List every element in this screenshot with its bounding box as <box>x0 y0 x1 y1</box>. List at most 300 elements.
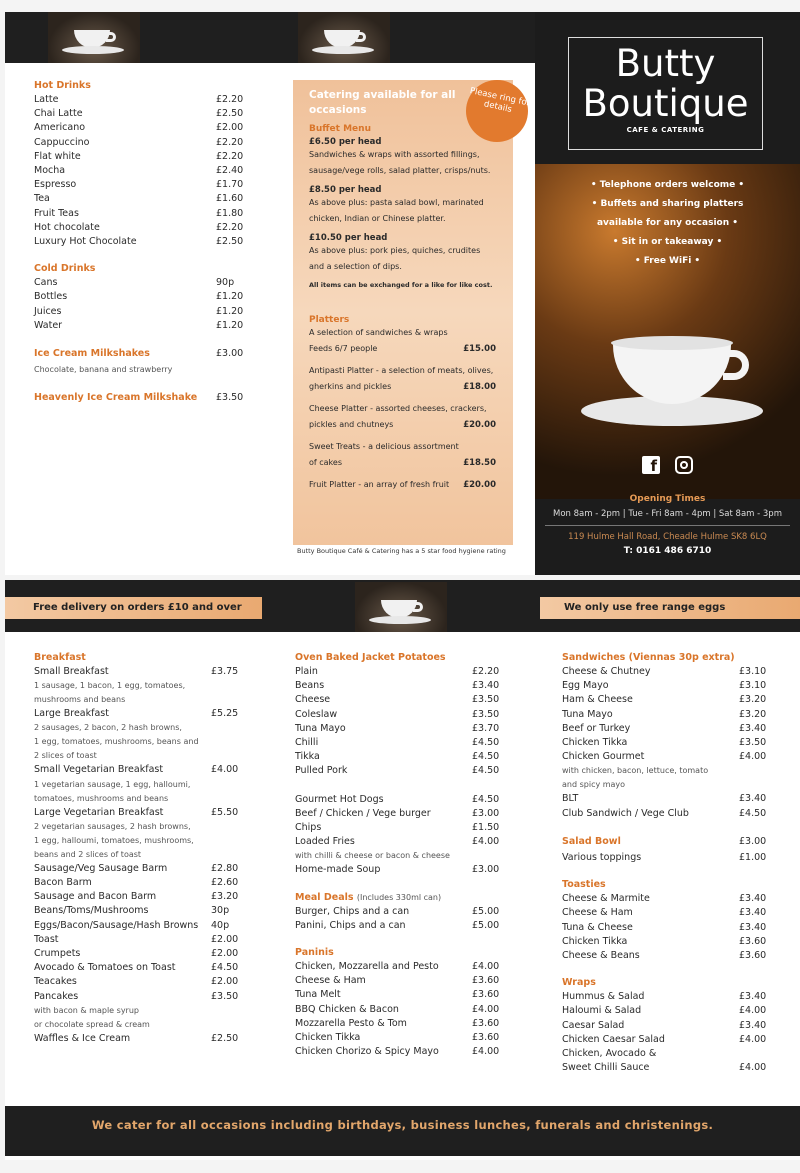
item-note: mushrooms and beans <box>34 695 126 705</box>
item-name: Beef or Turkey <box>562 722 631 734</box>
menu-item <box>562 1004 767 1018</box>
item-name: Eggs/Bacon/Sausage/Hash Browns <box>34 919 199 931</box>
meal-deals-title: Meal Deals (Includes 330ml can) <box>295 891 442 903</box>
item-name: Bacon Barm <box>34 877 92 889</box>
footer-banner: We cater for all occasions including birthdays, business lunches, funerals and christenings. <box>5 1106 800 1156</box>
item-price: £4.50 <box>472 737 500 749</box>
menu-item <box>562 750 767 764</box>
item-name: Pulled Pork <box>295 765 348 777</box>
menu-item <box>295 960 500 974</box>
item-price: £3.70 <box>472 722 500 734</box>
item-name: Plain <box>295 666 318 677</box>
platter-item: Sweet Treats - a delicious assortment of cakes £18.50 <box>309 439 496 471</box>
item-price: £3.40 <box>739 907 767 919</box>
menu-item <box>562 906 767 920</box>
item-price: £3.40 <box>739 722 767 734</box>
salad-topping-row: Various toppings £1.00 <box>562 852 767 864</box>
menu-item <box>34 919 239 933</box>
menu-item <box>34 947 239 961</box>
item-name: Cheese & Ham <box>562 907 633 919</box>
item-name: Chips <box>295 822 322 834</box>
item-price: £2.00 <box>211 948 239 960</box>
item-price: £4.00 <box>472 961 500 973</box>
potatoes-title: Oven Baked Jacket Potatoes <box>295 652 446 663</box>
menu-item <box>34 975 239 989</box>
item-name: Chicken Tikka <box>295 1032 361 1044</box>
item-name: Egg Mayo <box>562 680 609 692</box>
menu-item <box>34 107 244 121</box>
item-name: Luxury Hot Chocolate <box>34 236 137 248</box>
item-name: Gourmet Hot Dogs <box>295 793 384 805</box>
item-price: £5.00 <box>472 905 500 917</box>
item-name: Chilli <box>295 737 319 749</box>
item-name: Sausage and Bacon Barm <box>34 891 157 903</box>
item-name: Latte <box>34 94 59 105</box>
item-note: with chicken, bacon, lettuce, tomato <box>562 766 709 776</box>
menu-item <box>34 178 244 192</box>
menu-item <box>562 892 767 906</box>
item-name: Chicken Tikka <box>562 737 628 749</box>
hygiene-rating: Butty Boutique Café & Catering has a 5 star food hygiene rating <box>297 547 506 555</box>
item-name: Tuna Melt <box>295 989 341 1001</box>
tier-price: £10.50 per head <box>309 233 388 243</box>
item-note: with bacon & maple syrup <box>34 1005 139 1015</box>
item-name: Caesar Salad <box>562 1019 625 1031</box>
item-note: tomatoes, mushrooms and beans <box>34 793 169 803</box>
item-note: 1 sausage, 1 bacon, 1 egg, tomatoes, <box>34 681 186 691</box>
breakfast-list <box>34 665 239 1046</box>
menu-item <box>34 93 244 107</box>
item-name: Coleslaw <box>295 708 338 720</box>
item-price: £3.40 <box>739 991 767 1003</box>
hot-drinks-title: Hot Drinks <box>34 80 91 91</box>
item-name: Club Sandwich / Vege Club <box>562 807 689 819</box>
breakfast-title: Breakfast <box>34 652 86 663</box>
item-name: Loaded Fries <box>295 836 355 848</box>
service-bullet: available for any occasion • <box>596 218 739 228</box>
item-name: Tuna Mayo <box>562 708 613 720</box>
item-price: £1.20 <box>216 291 244 303</box>
menu-item <box>34 164 244 178</box>
item-name: Chai Latte <box>34 108 83 120</box>
item-price: £3.20 <box>739 708 767 720</box>
buffet-tiers <box>309 137 496 275</box>
item-note: 1 egg, halloumi, tomatoes, mushrooms, <box>34 835 194 845</box>
menu-item <box>34 876 239 890</box>
item-price: £2.50 <box>216 108 244 120</box>
item-name: Chicken Gourmet <box>562 751 645 763</box>
service-bullets <box>535 176 800 271</box>
menu-item <box>562 1019 767 1033</box>
meal-list <box>295 905 500 933</box>
tier-desc: As above plus: pork pies, quiches, crudites and a selection of dips. <box>309 246 481 271</box>
item-price: £3.50 <box>211 990 239 1002</box>
menu-item <box>295 905 500 919</box>
buffet-menu-title: Buffet Menu <box>309 124 371 134</box>
item-price: 40p <box>211 919 230 931</box>
item-price: £2.20 <box>216 136 244 148</box>
service-bullet: • Free WiFi • <box>634 256 701 266</box>
menu-item <box>562 949 767 963</box>
item-price: £4.50 <box>739 807 767 819</box>
menu-item <box>34 1032 239 1046</box>
menu-item <box>295 764 500 778</box>
service-bullet: • Telephone orders welcome • <box>590 180 745 190</box>
item-name: Espresso <box>34 179 77 191</box>
item-note: with chilli & cheese or bacon & cheese <box>295 851 450 861</box>
item-price: 90p <box>216 277 235 289</box>
menu-item <box>295 1031 500 1045</box>
item-name: Mozzarella Pesto & Tom <box>295 1017 407 1029</box>
catering-box <box>293 80 513 545</box>
item-price: £1.20 <box>216 305 244 317</box>
item-name: Ham & Cheese <box>562 694 633 706</box>
item-price: £2.80 <box>211 862 239 874</box>
tier-price: £6.50 per head <box>309 137 382 147</box>
menu-item <box>562 722 767 736</box>
drinks-column <box>34 80 244 407</box>
menu-item <box>295 679 500 693</box>
platter-item: Cheese Platter - assorted cheeses, crackers, pickles and chutneys £20.00 <box>309 401 496 433</box>
item-price: £3.20 <box>739 694 767 706</box>
catering-heading: Catering available for all occasions <box>309 89 456 116</box>
item-name: Juices <box>34 305 62 317</box>
item-price: £5.00 <box>472 919 500 931</box>
item-name: Large Breakfast <box>34 708 109 720</box>
coffee-cup-image <box>355 582 447 632</box>
menu-item <box>34 862 239 876</box>
menu-item <box>562 807 767 821</box>
paninis-title: Paninis <box>295 947 334 959</box>
milkshake-note: Chocolate, banana and strawberry <box>34 365 173 375</box>
middle-column <box>295 652 500 1059</box>
item-name: Small Vegetarian Breakfast <box>34 764 164 776</box>
item-name: Bottles <box>34 291 68 303</box>
menu-item <box>34 192 244 206</box>
item-name: Chicken Caesar Salad <box>562 1033 665 1045</box>
tier-desc: As above plus: pasta salad bowl, marinated chicken, Indian or Chinese platter. <box>309 198 484 223</box>
item-note: 2 sausages, 2 bacon, 2 hash browns, <box>34 723 182 733</box>
item-name: Tuna & Cheese <box>562 921 633 933</box>
menu-item <box>34 207 244 221</box>
item-price: £3.40 <box>739 893 767 905</box>
item-price: £3.60 <box>739 935 767 947</box>
item-name: Sausage/Veg Sausage Barm <box>34 862 168 874</box>
menu-item <box>295 750 500 764</box>
item-note: 2 vegetarian sausages, 2 hash browns, <box>34 821 191 831</box>
item-price: £1.20 <box>216 319 244 331</box>
item-name: BLT <box>562 793 579 805</box>
menu-item <box>295 807 500 821</box>
item-name: Hot chocolate <box>34 221 100 233</box>
menu-item <box>295 988 500 1002</box>
item-name: Toast <box>34 933 59 945</box>
item-price: £4.50 <box>472 765 500 777</box>
item-name: Flat white <box>34 150 81 162</box>
item-price: £2.20 <box>216 150 244 162</box>
menu-item <box>562 990 767 1004</box>
item-name: Cheese & Marmite <box>562 893 650 905</box>
item-price: £3.75 <box>211 666 239 677</box>
item-price: £2.00 <box>216 122 244 134</box>
item-name: Tuna Mayo <box>295 722 346 734</box>
item-price: £4.00 <box>211 764 239 776</box>
item-price: £3.40 <box>739 793 767 805</box>
menu-item <box>295 665 500 679</box>
item-name: Chicken Chorizo & Spicy Mayo <box>295 1046 439 1058</box>
panini-list <box>295 960 500 1059</box>
item-note: 1 vegetarian sausage, 1 egg, halloumi, <box>34 779 191 789</box>
menu-item <box>34 319 244 333</box>
toastie-list <box>562 892 767 963</box>
item-price: £3.50 <box>472 708 500 720</box>
item-name: Large Vegetarian Breakfast <box>34 806 164 818</box>
ring-badge: Please ring for details <box>460 74 534 148</box>
menu-item <box>34 990 239 1004</box>
item-name: Fruit Teas <box>34 207 79 219</box>
item-price: £3.60 <box>472 1017 500 1029</box>
eggs-banner: We only use free range eggs <box>540 597 800 619</box>
item-price: £5.25 <box>211 708 239 720</box>
item-name: Sweet Chilli Sauce <box>562 1062 650 1074</box>
item-name: BBQ Chicken & Bacon <box>295 1003 399 1015</box>
item-note: beans and 2 slices of toast <box>34 849 142 859</box>
opening-times: Opening Times Mon 8am - 2pm | Tue - Fri 8am - 4pm | Sat 8am - 3pm 119 Hulme Hall Road, Cheadle Hulme SK8 6LQ T: 0161 486 6710 <box>535 494 800 556</box>
item-name: Home-made Soup <box>295 864 381 876</box>
item-price: £3.60 <box>472 975 500 987</box>
item-price: £3.40 <box>739 921 767 933</box>
item-name: Beans/Toms/Mushrooms <box>34 905 149 917</box>
menu-item <box>295 1017 500 1031</box>
item-name: Hummus & Salad <box>562 991 645 1003</box>
item-price: £4.00 <box>739 1033 767 1045</box>
item-price: £3.10 <box>739 666 767 677</box>
menu-item <box>295 919 500 933</box>
item-price: £4.00 <box>472 1003 500 1015</box>
menu-item <box>562 1061 767 1075</box>
sandwich-list <box>562 665 767 821</box>
coffee-cup-image <box>48 12 140 63</box>
menu-item <box>295 722 500 736</box>
item-price: £2.20 <box>472 666 500 677</box>
item-price: £4.00 <box>739 1005 767 1017</box>
platter-price: £20.00 <box>463 480 496 490</box>
item-price: £3.20 <box>211 891 239 903</box>
item-name: Cans <box>34 277 58 289</box>
item-price: £3.50 <box>472 694 500 706</box>
item-price: £4.00 <box>472 1046 500 1058</box>
item-price: £2.20 <box>216 221 244 233</box>
item-name: Cheese & Ham <box>295 975 366 987</box>
platters-list <box>309 325 496 493</box>
item-price: 30p <box>211 905 230 917</box>
item-price: £3.40 <box>472 680 500 692</box>
milkshake-row: Ice Cream Milkshakes £3.00 <box>34 348 244 360</box>
item-name: Beef / Chicken / Vege burger <box>295 807 431 819</box>
others-list <box>295 793 500 878</box>
item-price: £3.60 <box>472 989 500 1001</box>
menu-item <box>34 136 244 150</box>
breakfast-column <box>34 652 239 1046</box>
item-price: £4.00 <box>472 836 500 848</box>
cold-drinks-list <box>34 276 244 333</box>
item-name: Cheese & Chutney <box>562 666 651 677</box>
exchange-note: All items can be exchanged for a like for like cost. <box>309 281 493 289</box>
item-name: Avocado & Tomatoes on Toast <box>34 962 176 974</box>
salad-bowl-row: Salad Bowl £3.00 <box>562 835 767 847</box>
item-name: Burger, Chips and a can <box>295 905 410 917</box>
item-name: Waffles & Ice Cream <box>34 1032 131 1044</box>
item-price: £4.50 <box>472 793 500 805</box>
menu-item <box>34 290 244 304</box>
wraps-title: Wraps <box>562 977 596 989</box>
item-name: Chicken Tikka <box>562 935 628 947</box>
item-name: Teacakes <box>34 976 77 988</box>
brand-panel <box>535 12 800 575</box>
item-price: £2.20 <box>216 94 244 105</box>
item-note: and spicy mayo <box>562 780 626 790</box>
menu-item <box>34 890 239 904</box>
coffee-cup-image <box>298 12 390 63</box>
facebook-icon[interactable]: f <box>642 456 660 474</box>
item-price: £1.80 <box>216 207 244 219</box>
menu-item <box>34 806 239 820</box>
item-price: £2.00 <box>211 933 239 945</box>
instagram-icon[interactable] <box>675 456 693 474</box>
item-price: £2.50 <box>216 236 244 248</box>
platter-item: Fruit Platter - an array of fresh fruit £20.00 <box>309 477 496 493</box>
item-name: Haloumi & Salad <box>562 1005 642 1017</box>
item-price: £3.00 <box>472 807 500 819</box>
item-name: Chicken, Mozzarella and Pesto <box>295 961 439 973</box>
platter-item: Antipasti Platter - a selection of meats, olives, gherkins and pickles £18.00 <box>309 363 496 395</box>
item-name: Chicken, Avocado & <box>562 1048 657 1060</box>
item-name: Americano <box>34 122 86 134</box>
menu-item <box>34 235 244 249</box>
menu-item <box>34 933 239 947</box>
heavenly-milkshake-row: Heavenly Ice Cream Milkshake £3.50 <box>34 392 244 404</box>
menu-item <box>295 693 500 707</box>
potato-list <box>295 665 500 779</box>
item-name: Tea <box>34 193 50 205</box>
item-name: Water <box>34 319 63 331</box>
item-name: Cheese <box>295 694 331 706</box>
item-price: £3.00 <box>472 864 500 876</box>
menu-item <box>562 1033 767 1047</box>
platter-price: £15.00 <box>463 344 496 354</box>
menu-item <box>562 708 767 722</box>
menu-item <box>562 1047 767 1061</box>
menu-item <box>562 935 767 949</box>
item-note: 1 egg, tomatoes, mushrooms, beans and <box>34 737 199 747</box>
service-bullet: • Sit in or takeaway • <box>612 237 723 247</box>
item-price: £2.50 <box>211 1032 239 1044</box>
item-price: £2.40 <box>216 165 244 177</box>
item-price: £4.50 <box>472 751 500 763</box>
menu-item <box>34 150 244 164</box>
hot-drinks-list <box>34 93 244 249</box>
menu-item <box>295 1003 500 1017</box>
menu-item <box>295 974 500 988</box>
item-note: 2 slices of toast <box>34 751 97 761</box>
item-name: Tikka <box>295 751 320 763</box>
item-name: Crumpets <box>34 948 81 960</box>
tier-price: £8.50 per head <box>309 185 382 195</box>
menu-item <box>34 961 239 975</box>
item-price: £2.60 <box>211 877 239 889</box>
platter-item: A selection of sandwiches & wraps Feeds 6/7 people £15.00 <box>309 325 496 357</box>
platter-price: £18.00 <box>463 382 496 392</box>
item-price: £1.60 <box>216 193 244 205</box>
item-price: £1.70 <box>216 179 244 191</box>
menu-item <box>295 821 500 835</box>
menu-item <box>34 904 239 918</box>
sandwiches-title: Sandwiches (Viennas 30p extra) <box>562 652 735 663</box>
service-bullet: • Buffets and sharing platters <box>591 199 744 209</box>
item-price: £2.00 <box>211 976 239 988</box>
menu-item <box>295 863 500 877</box>
menu-item <box>34 305 244 319</box>
item-price: £3.50 <box>739 737 767 749</box>
item-price: £4.00 <box>739 751 767 763</box>
menu-item <box>34 121 244 135</box>
menu-item <box>562 792 767 806</box>
item-name: Beans <box>295 680 325 692</box>
item-name: Pancakes <box>34 990 79 1002</box>
menu-item <box>34 276 244 290</box>
menu-item <box>562 665 767 679</box>
platter-price: £20.00 <box>463 420 496 430</box>
coffee-photo <box>535 164 800 499</box>
menu-item <box>295 708 500 722</box>
platters-title: Platters <box>309 315 350 325</box>
item-price: £4.50 <box>211 962 239 974</box>
menu-item <box>562 679 767 693</box>
item-name: Panini, Chips and a can <box>295 919 406 931</box>
logo: Butty Boutique CAFE & CATERING <box>568 37 763 150</box>
menu-item <box>295 1045 500 1059</box>
menu-item <box>295 835 500 849</box>
menu-item <box>295 793 500 807</box>
item-note: or chocolate spread & cream <box>34 1019 150 1029</box>
menu-item <box>562 921 767 935</box>
item-price: £3.10 <box>739 680 767 692</box>
item-price <box>739 1047 767 1061</box>
item-price: £3.40 <box>739 1019 767 1031</box>
item-price: £3.60 <box>739 950 767 962</box>
tier-desc: Sandwiches & wraps with assorted fillings, sausage/vege rolls, salad platter, crisps/nuts. <box>309 150 491 175</box>
menu-item <box>34 707 239 721</box>
menu-item <box>34 763 239 777</box>
item-price: £3.60 <box>472 1032 500 1044</box>
item-name: Mocha <box>34 165 66 177</box>
menu-item <box>34 221 244 235</box>
item-price: £5.50 <box>211 806 239 818</box>
item-price: £4.00 <box>739 1062 767 1074</box>
wrap-list <box>562 990 767 1075</box>
item-name: Cappuccino <box>34 136 90 148</box>
item-name: Cheese & Beans <box>562 950 640 962</box>
delivery-banner: Free delivery on orders £10 and over <box>5 597 262 619</box>
menu-item <box>562 736 767 750</box>
menu-item <box>34 665 239 679</box>
item-price: £1.50 <box>472 822 500 834</box>
toasties-title: Toasties <box>562 879 606 891</box>
menu-item <box>562 693 767 707</box>
menu-item <box>295 736 500 750</box>
item-name: Small Breakfast <box>34 666 109 677</box>
cold-drinks-title: Cold Drinks <box>34 263 96 275</box>
